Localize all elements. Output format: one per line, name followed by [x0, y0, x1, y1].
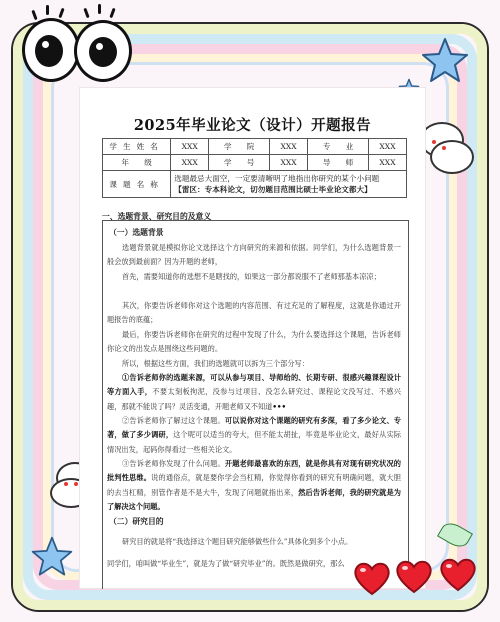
paragraph: 同学们，咱叫做“毕业生”，就是为了做“研究毕业”的。既然是做研究，那么 — [107, 559, 345, 568]
page-title: 2025年毕业论文（设计）开题报告 — [133, 117, 372, 134]
body-text: 不要太刻板拘泥，没参与过项目、没怎么研究过、课程论文没写过、不感兴趣，那就不能说了吗？灵活变通，开题老师又不知道 — [107, 387, 401, 411]
star-icon — [30, 535, 74, 579]
emphasis-text: 然后告诉老师，我的研究就是为了解决这个问题。 — [107, 487, 401, 511]
heart-icon — [394, 558, 434, 594]
body-text: 这个呢可以适当的夸大，但不能太胡扯，毕竟是毕业论文，最好从实际情况出发，起码你得看过一些相关论文。 — [107, 430, 401, 454]
emphasis-text: ①告诉老师你的选题来源，可以从参与项目、导师给的、长期专研、很感兴趣课程设计等方面入手， — [107, 373, 401, 397]
grade-label: 年 级 — [103, 155, 171, 171]
body-text: 说的通俗点，就是要你学会当杠精，你觉得你看到的研究有明确问题，就大胆的去当杠精，别管作者是不是大牛，发现了问题就指出来， — [107, 473, 401, 497]
star-icon — [420, 36, 470, 86]
emphasis-text: 开题老师最喜欢的东西，就是你具有对现有研究状况的批判性思维。 — [107, 459, 401, 483]
heart-icon — [438, 556, 478, 592]
paragraph: 所以，根据这些方面，我们的选题就可以拆为三个部分写： — [122, 359, 309, 368]
ellipsis-dots: ••• — [272, 401, 287, 411]
topic-label: 课题名称 — [103, 171, 171, 198]
paragraph: 研究目的就是将“我选择这个题目研究能够做些什么”具体化到多个小点。 — [122, 537, 353, 546]
advisor-value: XXX — [369, 155, 407, 171]
topic-line-2: 【雷区：专本科论文，切勿题目范围比硕士毕业论文都大】 — [174, 185, 372, 194]
college-value: XXX — [270, 139, 308, 155]
heart-icon — [352, 560, 392, 596]
topic-line-1: 选题最忌大面空，一定要清晰明了地指出你研究的某个小问题 — [174, 174, 380, 183]
paragraph — [107, 457, 401, 514]
student-name-value: XXX — [171, 139, 209, 155]
student-id-label: 学 号 — [209, 155, 270, 171]
content-box — [102, 220, 409, 589]
student-info-table — [102, 138, 407, 198]
subsection-heading: （二）研究目的 — [109, 517, 164, 526]
grade-value: XXX — [171, 155, 209, 171]
body-text: ③告诉老师你发现了什么问题。 — [122, 459, 225, 468]
advisor-label: 导 师 — [308, 155, 369, 171]
report-paper — [80, 88, 425, 588]
paragraph: 选题背景就是模拟你论文选择这个方向研究的来源和依据。同学们，为什么选题背景一般会放到最前面？因为开题的老师， — [107, 243, 401, 267]
major-value: XXX — [369, 139, 407, 155]
paragraph: 其次，你要告诉老师你对这个选题的内容范围、有过充足的了解程度，这就是你通过开题报告的底蕴； — [107, 301, 401, 325]
paragraph — [107, 414, 401, 457]
student-name-label: 学生姓名 — [103, 139, 171, 155]
paragraph — [107, 371, 401, 414]
emphasis-text: 可以说你对这个课题的研究有多深，看了多少论文、专著，做了多少调研， — [107, 416, 401, 440]
topic-value — [171, 171, 407, 198]
section-heading: 一、选题背景、研究目的及意义 — [102, 212, 212, 221]
student-id-value: XXX — [270, 155, 308, 171]
subsection-heading: （一）选题背景 — [109, 228, 164, 237]
college-label: 学 院 — [209, 139, 270, 155]
paragraph: 首先，需要知道你的选想不是瞎找的，如果这一部分都说服不了老师那基本凉凉； — [122, 272, 381, 281]
paragraph: 最后，你要告诉老师你在研究的过程中发现了什么，为什么要选择这个课题，告诉老师你论文的出发点是围绕这些问题的。 — [107, 330, 401, 354]
body-text: ②告诉老师你了解过这个课题。 — [122, 416, 225, 425]
major-label: 专 业 — [308, 139, 369, 155]
